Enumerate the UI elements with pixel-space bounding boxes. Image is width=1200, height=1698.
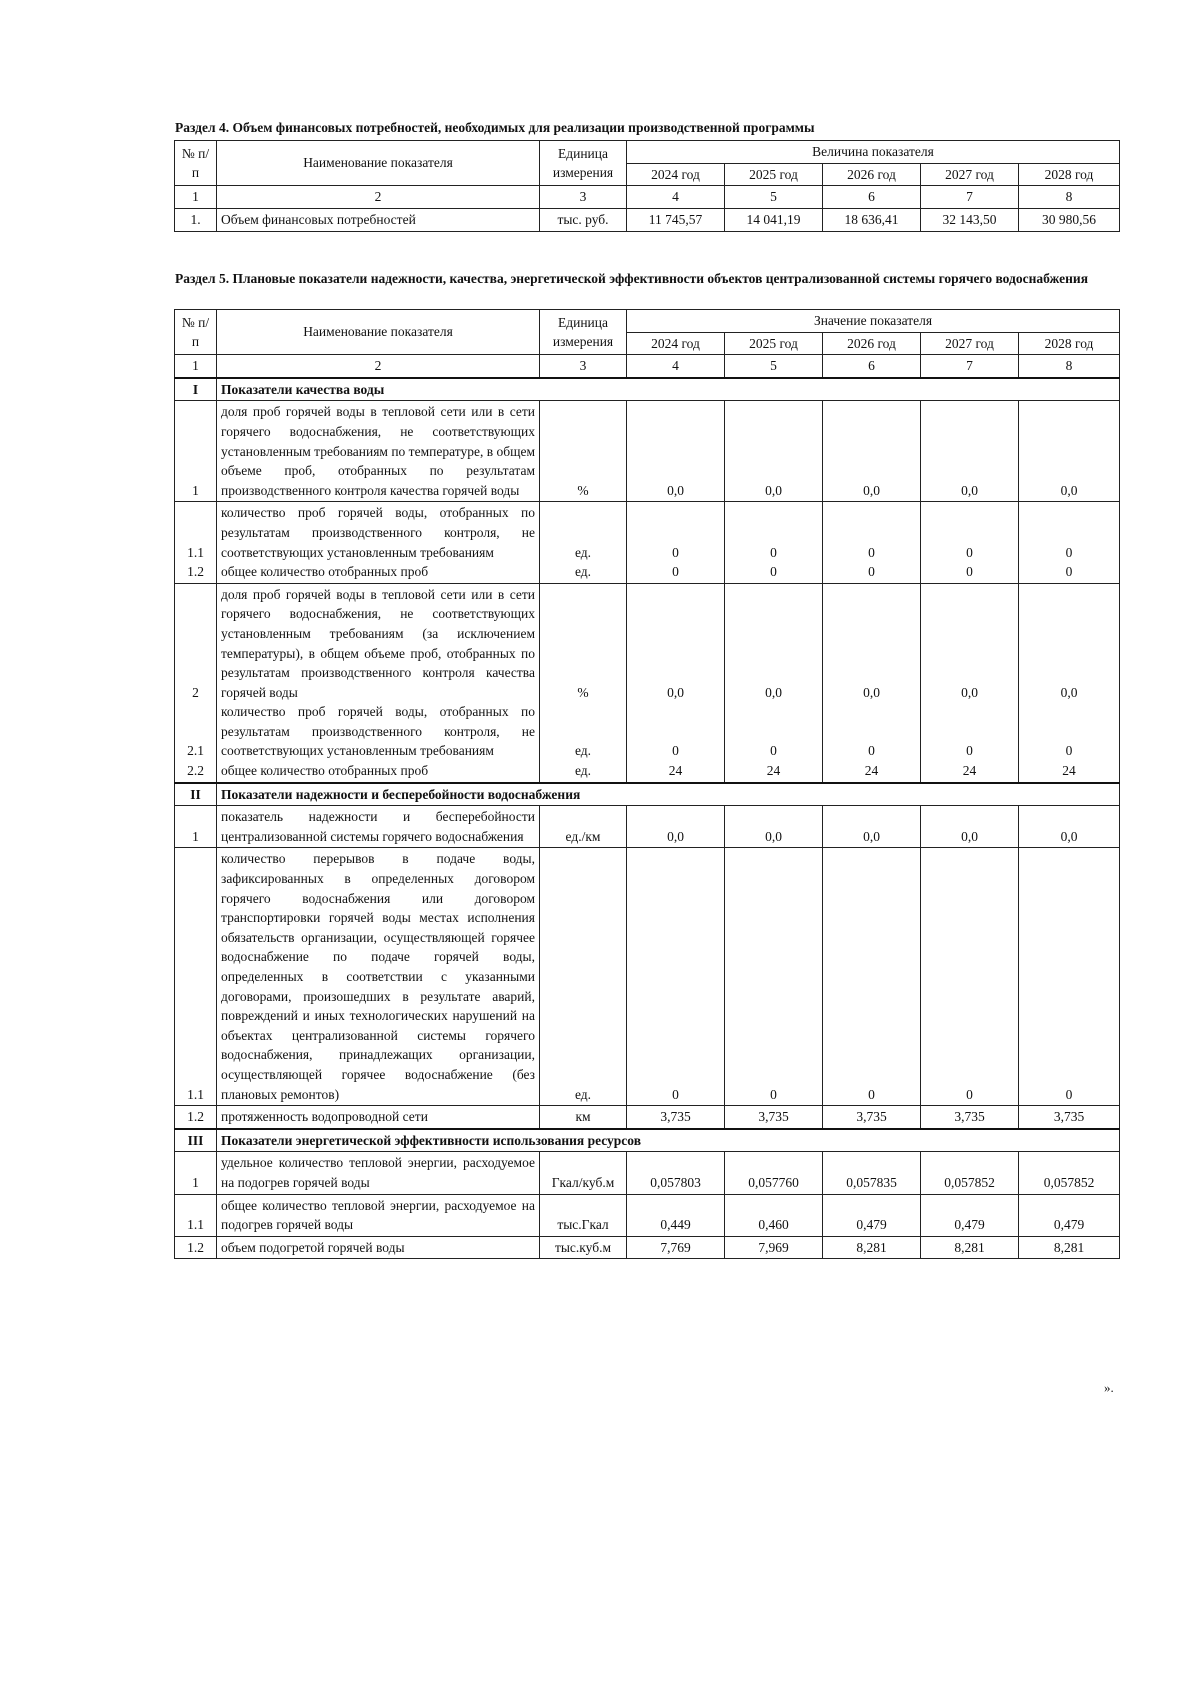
row-value-cell [627,502,725,583]
row-value: 0 [966,743,973,759]
row-value: 24 [766,763,781,779]
row-value: 0,479 [1053,1217,1085,1233]
row-value: 0,449 [660,1217,691,1233]
header-row [175,310,1120,333]
column-numbers-row [175,355,1120,378]
row-unit-cell [540,806,627,848]
row-value: 3,735 [758,1109,789,1125]
row-num: 1 [192,1174,199,1190]
indicator-block [175,1106,1120,1129]
row-num: 1.2 [187,1239,204,1255]
row-name: количество перерывов в подаче воды, зафиксированных в определенных договором горячего водоснабжения или договором транспортировки горячей воды местах исполнения обязательств организации, осуществляющей горячее водоснабжение по подаче горячей воды, определенных в соответствии с указанными договорами, произошедших в результате аварий, повреждений и иных технологических нарушений на объектах централизованной системы горячего водоснабжения, принадлежащих организации, осуществляющей горячее водоснабжение (без плановых ремонтов) [221,851,535,1102]
row-value: 32 143,50 [921,208,1019,231]
row-value: 0,057803 [650,1174,701,1190]
row-value-cell [1019,401,1120,502]
row-value-cell [627,806,725,848]
row-unit: км [575,1109,591,1125]
row-value: 0 [1065,564,1073,580]
row-value-cell [627,401,725,502]
row-value-cell [1019,806,1120,848]
row-value: 0 [868,544,875,560]
column-number: 6 [823,355,921,378]
row-name: доля проб горячей воды в тепловой сети или в сети горячего водоснабжения, не соответствующих установленным требованиям по температуре, в общем объеме проб, отобранных по результатам производственного контроля качества горячей воды [221,404,535,498]
header-year: 2026 год [823,332,921,355]
row-unit: Гкал/куб.м [551,1174,615,1190]
row-num: 1.1 [187,1217,204,1233]
row-value-cell [627,583,725,782]
row-name: объем подогретой горячей воды [221,1239,405,1255]
header-year: 2028 год [1019,163,1120,186]
row-value: 0,0 [863,828,880,844]
row-value-cell [823,583,921,782]
header-unit: Единица измерения [540,141,627,186]
column-number: 5 [725,355,823,378]
row-num: 1.1 [187,1086,204,1102]
row-unit: % [577,684,589,700]
row-num: 1 [192,482,199,498]
row-value-cell [1019,848,1120,1106]
row-value: 0 [1065,1086,1073,1102]
header-value: Значение показателя [627,310,1120,333]
row-unit: % [577,482,589,498]
header-year: 2027 год [921,332,1019,355]
row-value: 0,0 [765,482,782,498]
row-value: 0 [868,743,875,759]
row-value: 0,0 [961,482,978,498]
row-value: 0,057852 [944,1174,995,1190]
row-value: 0,479 [856,1217,887,1233]
row-value-cell [921,848,1019,1106]
row-value-cell [725,401,823,502]
row-value-cell [1019,583,1120,782]
row-value: 3,735 [856,1109,887,1125]
row-name: показатель надежности и бесперебойности централизованной системы горячего водоснабжения [221,809,535,844]
row-name: количество проб горячей воды, отобранных по результатам производственного контроля, не соответствующих установленным требованиям [221,505,535,560]
row-value-cell [823,1236,921,1259]
row-value: 0 [672,564,679,580]
row-value: 0 [966,564,973,580]
row-num: 2 [192,684,199,700]
row-value: 0,0 [863,684,880,700]
row-unit: ед./км [565,828,601,844]
row-value: 0 [770,544,777,560]
row-unit-cell [540,848,627,1106]
section-header-row [175,783,1120,806]
row-value-cell [921,1236,1019,1259]
section-num: II [175,783,217,806]
row-value-cell [1019,502,1120,583]
row-unit-cell [540,502,627,583]
row-value: 0 [966,1086,973,1102]
header-num: № п/п [175,141,217,186]
section4-table [174,140,1120,232]
row-value: 0 [868,564,875,580]
row-unit: ед. [574,763,592,779]
row-name: доля проб горячей воды в тепловой сети или в сети горячего водоснабжения, не соответствующих установленным требованиям (за исключением температуры), в общем объеме проб, отобранных по результатам производственного контроля качества горячей воды [221,586,535,700]
row-value: 0,479 [954,1217,985,1233]
row-name-cell [217,848,540,1106]
row-num-cell [175,1106,217,1129]
row-value: 24 [668,763,683,779]
row-num-cell [175,502,217,583]
row-value: 0,0 [1060,684,1078,700]
row-value: 7,769 [660,1239,691,1255]
row-name-cell [217,1152,540,1194]
column-number: 8 [1019,186,1120,209]
row-value: 0 [1065,544,1073,560]
row-value: 0,0 [961,828,978,844]
header-num: № п/п [175,310,217,355]
column-number: 1 [175,186,217,209]
row-value: 24 [1062,763,1076,779]
column-number: 5 [725,186,823,209]
row-value: 0,0 [1060,828,1078,844]
row-value: 0 [672,743,679,759]
header-year: 2024 год [627,163,725,186]
row-value: 3,735 [1053,1109,1085,1125]
indicator-block [175,1152,1120,1194]
row-value: 8,281 [954,1239,985,1255]
row-value: 0 [770,743,777,759]
row-value-cell [725,1106,823,1129]
row-value: 0,0 [765,828,782,844]
indicator-block [175,1236,1120,1259]
row-value-cell [725,502,823,583]
section-num: III [175,1129,217,1152]
row-num-cell [175,401,217,502]
section5-table [174,309,1120,1259]
row-value-cell [627,1236,725,1259]
row-value-cell [1019,1106,1120,1129]
indicator-block [175,1194,1120,1236]
section-title: Показатели надежности и бесперебойности водоснабжения [217,783,1120,806]
row-value-cell [627,1106,725,1129]
row-unit: ед. [574,1086,592,1102]
row-value: 0 [770,1086,777,1102]
row-value-cell [921,1152,1019,1194]
section-num: I [175,378,217,401]
header-name: Наименование показателя [217,141,540,186]
row-num: 1.1 [187,544,204,560]
row-name-cell [217,1194,540,1236]
row-value: 0,057852 [1043,1174,1095,1190]
row-value: 11 745,57 [627,208,725,231]
row-name: количество проб горячей воды, отобранных по результатам производственного контроля, не соответствующих установленным требованиям [221,704,535,759]
row-name: общее количество тепловой энергии, расходуемое на подогрев горячей воды [221,1197,535,1233]
row-num: 2.1 [187,743,204,759]
section4-title: Раздел 4. Объем финансовых потребностей, необходимых для реализации производственной программы [175,120,815,135]
row-value-cell [823,806,921,848]
header-year: 2025 год [725,163,823,186]
row-value-cell [921,583,1019,782]
row-name-cell [217,502,540,583]
row-num: 1.2 [187,564,204,580]
row-num: 1. [175,208,217,231]
row-unit-cell [540,1194,627,1236]
row-name: общее количество отобранных проб [221,763,429,779]
header-unit: Единица измерения [540,310,627,355]
header-row [175,141,1120,164]
row-value: 18 636,41 [823,208,921,231]
row-num: 1.2 [187,1109,204,1125]
row-value-cell [823,502,921,583]
row-value: 0,460 [758,1217,789,1233]
row-value: 3,735 [660,1109,691,1125]
row-value: 0,0 [667,684,684,700]
row-num-cell [175,1236,217,1259]
header-year: 2027 год [921,163,1019,186]
row-value: 0 [1065,743,1073,759]
indicator-block [175,848,1120,1106]
row-value: 0,0 [863,482,880,498]
row-value-cell [725,583,823,782]
row-value: 0 [672,544,679,560]
row-name: протяженность водопроводной сети [221,1109,428,1125]
row-unit-cell [540,1106,627,1129]
row-value: 0,0 [961,684,978,700]
column-number: 8 [1019,355,1120,378]
row-value: 0,0 [1060,482,1078,498]
row-unit-cell [540,401,627,502]
row-name: Объем финансовых потребностей [217,208,540,231]
row-num: 1 [192,828,199,844]
row-value: 24 [864,763,879,779]
row-value-cell [823,1152,921,1194]
row-value-cell [921,401,1019,502]
row-unit: тыс.куб.м [554,1239,612,1255]
row-value: 8,281 [1053,1239,1085,1255]
row-unit: ед. [574,743,592,759]
section-header-row [175,378,1120,401]
header-year: 2025 год [725,332,823,355]
row-num-cell [175,1152,217,1194]
row-value-cell [725,1152,823,1194]
table-row [175,208,1120,231]
row-num: 2.2 [187,763,204,779]
row-unit: ед. [574,564,592,580]
row-value-cell [823,401,921,502]
row-value: 0,057760 [748,1174,799,1190]
row-value-cell [921,1106,1019,1129]
row-value-cell [725,806,823,848]
row-value-cell [823,1194,921,1236]
row-value: 0 [672,1086,679,1102]
header-year: 2028 год [1019,332,1120,355]
row-value-cell [627,848,725,1106]
row-value: 7,969 [758,1239,789,1255]
column-number: 4 [627,355,725,378]
row-value-cell [1019,1194,1120,1236]
column-number: 2 [217,355,540,378]
row-value-cell [921,502,1019,583]
row-num-cell [175,583,217,782]
row-unit: тыс.Гкал [557,1217,609,1233]
row-unit: тыс. руб. [540,208,627,231]
header-year: 2024 год [627,332,725,355]
row-value-cell [627,1194,725,1236]
row-value-cell [725,848,823,1106]
indicator-block [175,806,1120,848]
row-value: 0,0 [667,482,684,498]
row-value-cell [725,1236,823,1259]
column-number: 2 [217,186,540,209]
row-value: 30 980,56 [1019,208,1120,231]
section-title: Показатели качества воды [217,378,1120,401]
row-value: 0 [966,544,973,560]
row-num-cell [175,1194,217,1236]
row-unit: ед. [574,544,592,560]
column-number: 3 [540,355,627,378]
row-name-cell [217,1106,540,1129]
row-value-cell [823,1106,921,1129]
row-value: 3,735 [954,1109,985,1125]
column-number: 6 [823,186,921,209]
section5-title: Раздел 5. Плановые показатели надежности, качества, энергетической эффективности объектов централизованной системы горячего водоснабжения [175,271,1089,286]
header-year: 2026 год [823,163,921,186]
column-number: 7 [921,355,1019,378]
row-name-cell [217,401,540,502]
row-name-cell [217,583,540,782]
row-value: 0 [770,564,777,580]
section-title: Показатели энергетической эффективности использования ресурсов [217,1129,1120,1152]
row-value-cell [921,1194,1019,1236]
row-num-cell [175,806,217,848]
row-unit-cell [540,583,627,782]
header-value: Величина показателя [627,141,1120,164]
closing-quote-mark: ». [1104,1380,1114,1395]
row-value: 14 041,19 [725,208,823,231]
indicator-block [175,401,1120,502]
row-value: 24 [962,763,977,779]
row-value-cell [627,1152,725,1194]
row-name-cell [217,806,540,848]
header-name: Наименование показателя [217,310,540,355]
row-value-cell [725,1194,823,1236]
row-value-cell [823,848,921,1106]
row-unit-cell [540,1236,627,1259]
row-num-cell [175,848,217,1106]
row-name: удельное количество тепловой энергии, расходуемое на подогрев горячей воды [221,1155,535,1190]
section-header-row [175,1129,1120,1152]
column-number: 3 [540,186,627,209]
row-value: 8,281 [856,1239,887,1255]
row-name-cell [217,1236,540,1259]
column-number: 1 [175,355,217,378]
row-unit-cell [540,1152,627,1194]
column-number: 7 [921,186,1019,209]
row-value-cell [1019,1152,1120,1194]
indicator-block [175,583,1120,782]
row-value-cell [921,806,1019,848]
column-numbers-row [175,186,1120,209]
column-number: 4 [627,186,725,209]
row-value-cell [1019,1236,1120,1259]
row-name: общее количество отобранных проб [221,564,429,580]
row-value: 0,0 [765,684,782,700]
row-value: 0 [868,1086,875,1102]
row-value: 0,0 [667,828,684,844]
row-value: 0,057835 [846,1174,897,1190]
indicator-block [175,502,1120,583]
